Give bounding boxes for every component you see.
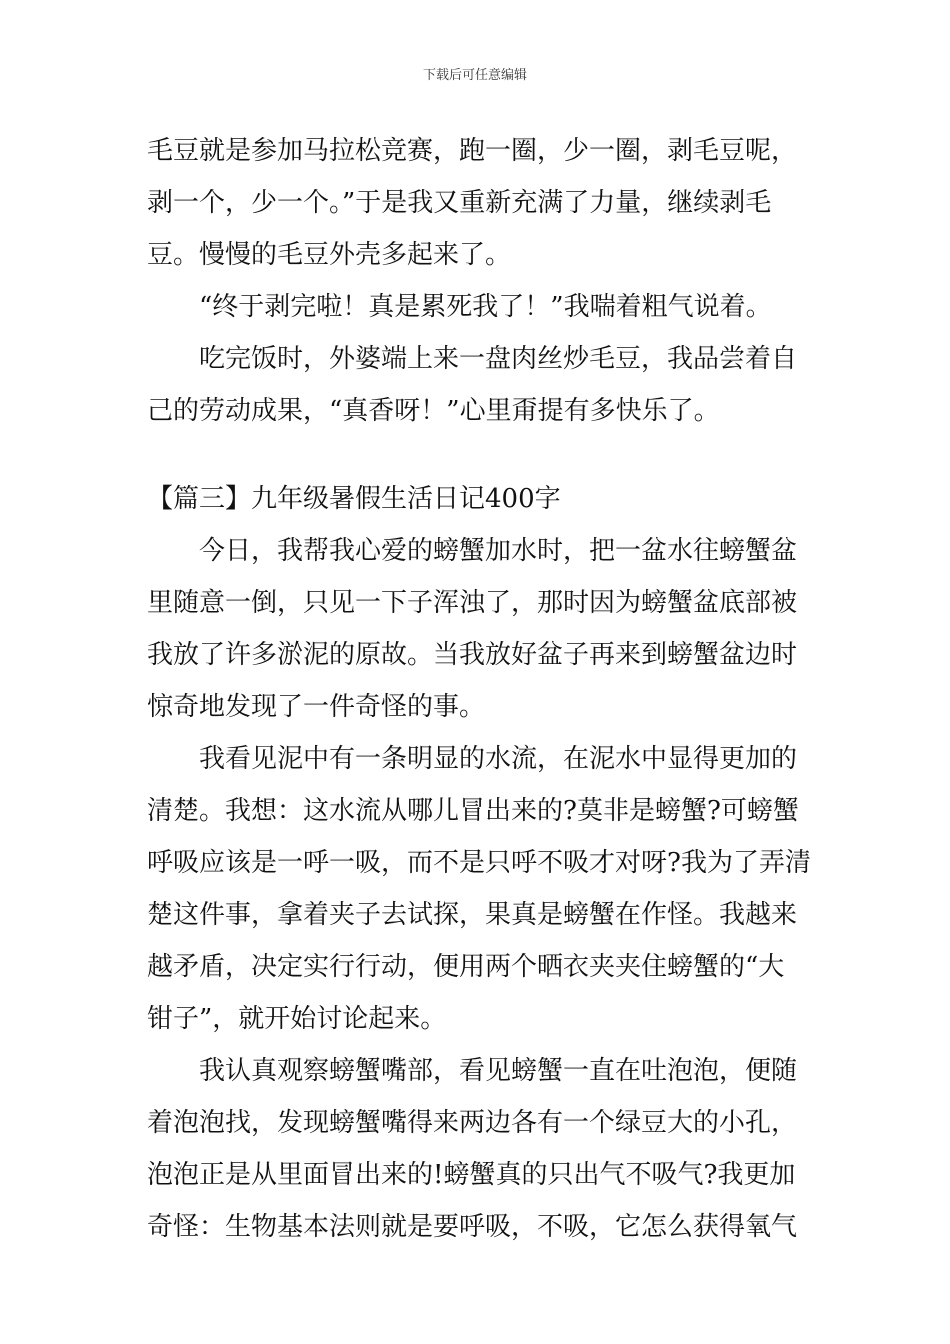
text-line: 剥一个，少一个。”于是我又重新充满了力量，继续剥毛 bbox=[147, 188, 772, 218]
text-line: 吃完饭时，外婆端上来一盘肉丝炒毛豆，我品尝着自 bbox=[199, 344, 798, 374]
text-line: 毛豆就是参加马拉松竞赛，跑一圈，少一圈，剥毛豆呢， bbox=[147, 136, 798, 166]
text-line: 里随意一倒，只见一下子浑浊了，那时因为螃蟹盆底部被 bbox=[147, 588, 798, 618]
text-line: 钳子”，就开始讨论起来。 bbox=[147, 1004, 447, 1034]
text-line: 呼吸应该是一呼一吸，而不是只呼不吸才对呀?我为了弄清 bbox=[147, 848, 811, 878]
text-line: 奇怪：生物基本法则就是要呼吸，不吸，它怎么获得氧气 bbox=[147, 1212, 798, 1242]
text-line: 楚这件事，拿着夹子去试探，果真是螃蟹在作怪。我越来 bbox=[147, 900, 798, 930]
text-line: 惊奇地发现了一件奇怪的事。 bbox=[147, 692, 486, 722]
section-heading: 【篇三】九年级暑假生活日记400字 bbox=[147, 484, 561, 514]
text-line: 今日，我帮我心爱的螃蟹加水时，把一盆水往螃蟹盆 bbox=[199, 536, 798, 566]
text-line: 清楚。我想：这水流从哪儿冒出来的?莫非是螃蟹?可螃蟹 bbox=[147, 796, 799, 826]
text-line: 我看见泥中有一条明显的水流，在泥水中显得更加的 bbox=[199, 744, 798, 774]
text-line: 豆。慢慢的毛豆外壳多起来了。 bbox=[147, 240, 512, 270]
text-line: 着泡泡找，发现螃蟹嘴得来两边各有一个绿豆大的小孔， bbox=[147, 1108, 798, 1138]
text-line: 我认真观察螃蟹嘴部，看见螃蟹一直在吐泡泡，便随 bbox=[199, 1056, 798, 1086]
text-line: 越矛盾，决定实行行动，便用两个晒衣夹夹住螃蟹的“大 bbox=[147, 952, 785, 982]
text-line: 己的劳动成果，“真香呀！”心里甭提有多快乐了。 bbox=[147, 396, 720, 426]
page-header: 下载后可任意编辑 bbox=[422, 68, 527, 83]
text-line: “终于剥完啦！真是累死我了！”我喘着粗气说着。 bbox=[199, 292, 772, 322]
text-line: 我放了许多淤泥的原故。当我放好盆子再来到螃蟹盆边时 bbox=[147, 640, 798, 670]
text-line: 泡泡正是从里面冒出来的!螃蟹真的只出气不吸气?我更加 bbox=[147, 1160, 796, 1190]
document-body bbox=[147, 125, 811, 1253]
section-spacer bbox=[147, 437, 811, 473]
